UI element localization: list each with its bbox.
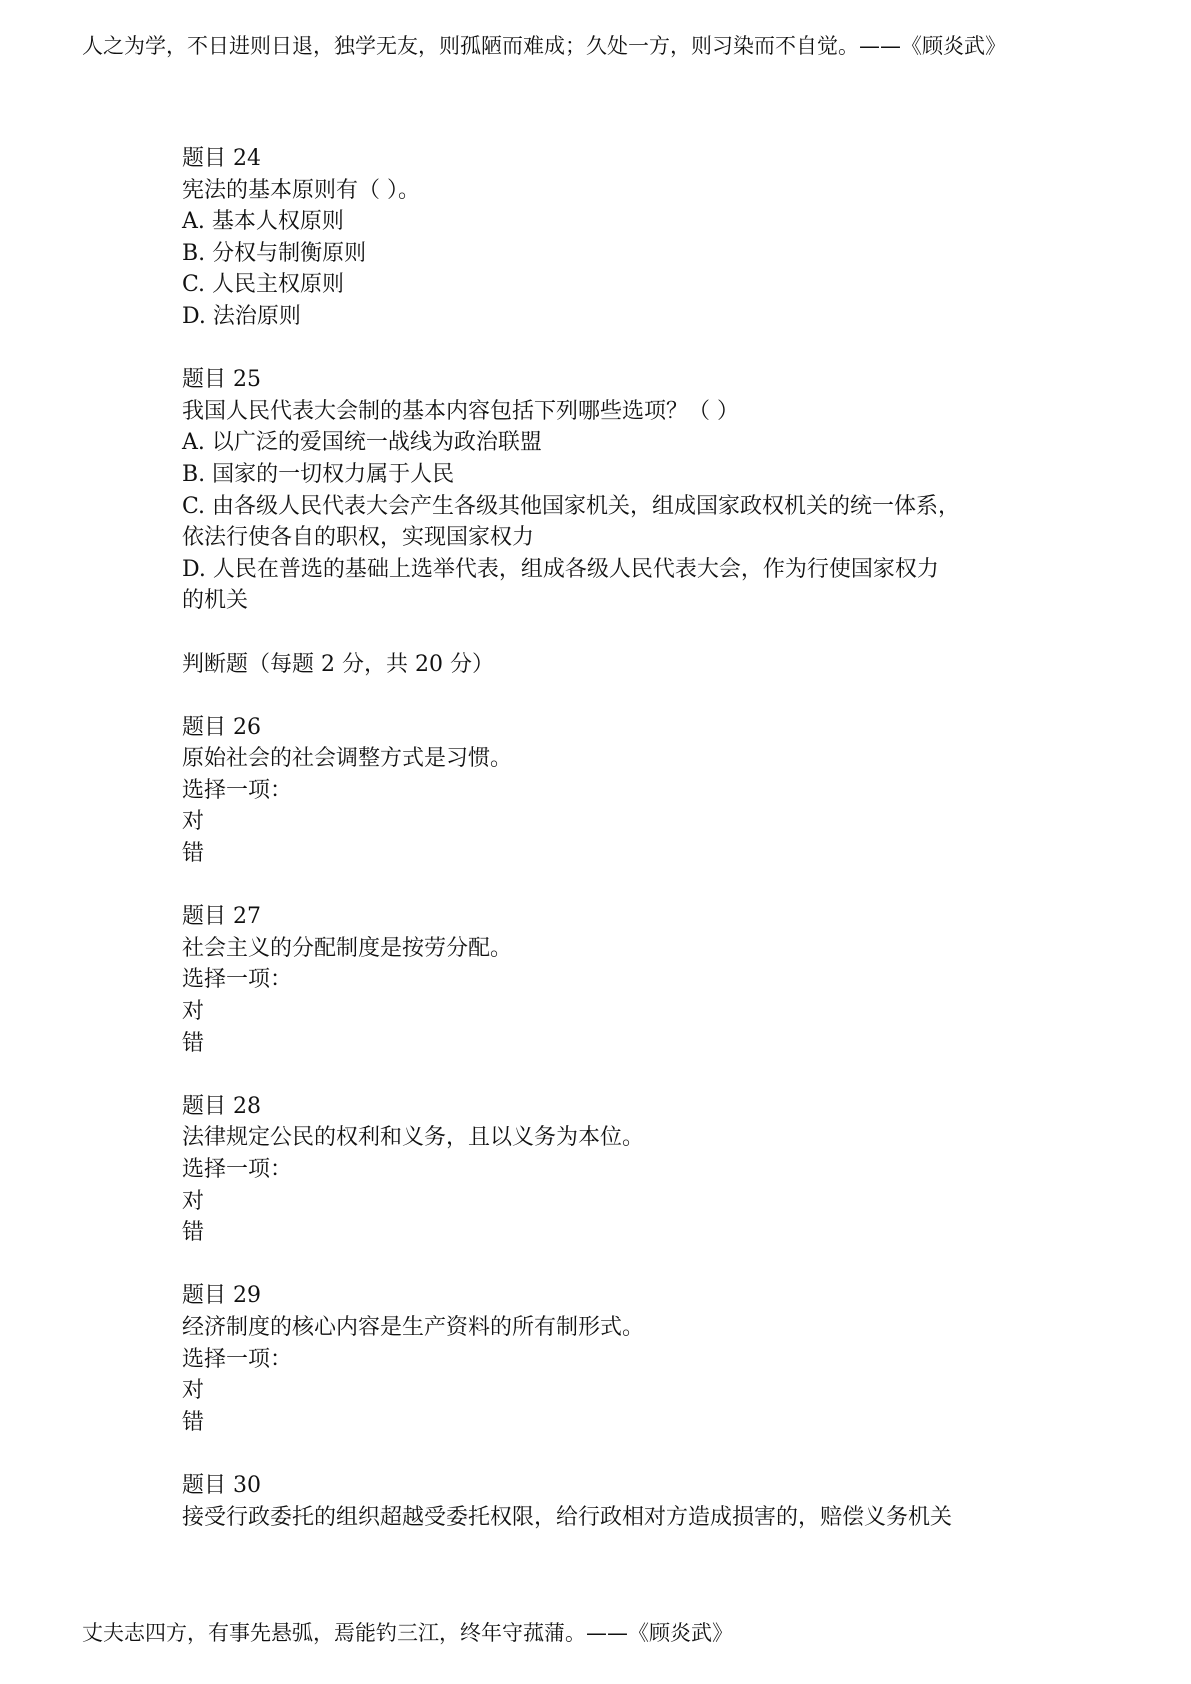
question-title: 题目 28 [182, 1093, 261, 1119]
option-c: C. 人民主权原则 [182, 272, 345, 298]
question-title: 题目 25 [182, 367, 261, 393]
question-26 [182, 712, 1032, 870]
question-prompt: 原始社会的社会调整方式是习惯。 [182, 746, 513, 772]
option-true: 对 [182, 1378, 205, 1404]
question-29 [182, 1280, 1032, 1438]
question-title: 题目 27 [182, 904, 261, 930]
header-quote: 人之为学，不日进则日退，独学无友，则孤陋而难成；久处一方，则习染而不自觉。——《顾炎武》 [82, 34, 1006, 58]
question-prompt: 接受行政委托的组织超越受委托权限，给行政相对方造成损害的，赔偿义务机关 [182, 1504, 953, 1530]
question-prompt: 经济制度的核心内容是生产资料的所有制形式。 [182, 1314, 645, 1340]
question-title: 题目 24 [182, 146, 261, 171]
footer-quote: 丈夫志四方，有事先悬弧，焉能钓三江，终年守菰蒲。——《顾炎武》 [82, 1621, 733, 1645]
option-false: 错 [182, 841, 205, 867]
option-false: 错 [182, 1030, 205, 1056]
question-24 [182, 143, 1032, 333]
question-30 [182, 1470, 1032, 1533]
option-true: 对 [182, 999, 205, 1025]
question-title: 题目 29 [182, 1283, 261, 1309]
question-27 [182, 901, 1032, 1059]
document-body [182, 143, 1032, 1533]
question-prompt: 法律规定公民的权利和义务，且以义务为本位。 [182, 1125, 645, 1151]
question-28 [182, 1091, 1032, 1249]
option-a: A. 基本人权原则 [182, 209, 344, 235]
option-a: A. 以广泛的爱国统一战线为政治联盟 [182, 430, 542, 456]
choose-label: 选择一项： [182, 1346, 293, 1372]
option-b: B. 分权与制衡原则 [182, 240, 367, 266]
option-d-continued: 的机关 [182, 588, 249, 614]
option-d: D. 法治原则 [182, 303, 301, 329]
question-title: 题目 26 [182, 714, 261, 740]
option-b: B. 国家的一切权力属于人民 [182, 461, 455, 487]
option-false: 错 [182, 1220, 205, 1246]
option-c: C. 由各级人民代表大会产生各级其他国家机关，组成国家政权机关的统一体系， [182, 493, 961, 519]
question-prompt: 我国人民代表大会制的基本内容包括下列哪些选项？（ ） [182, 398, 739, 424]
choose-label: 选择一项： [182, 1157, 293, 1182]
option-d: D. 人民在普选的基础上选举代表，组成各级人民代表大会，作为行使国家权力 [182, 556, 939, 582]
choose-label: 选择一项： [182, 967, 293, 993]
option-c-continued: 依法行使各自的职权，实现国家权力 [182, 525, 535, 551]
question-title: 题目 30 [182, 1472, 261, 1498]
option-false: 错 [182, 1409, 205, 1435]
question-prompt: 社会主义的分配制度是按劳分配。 [182, 935, 513, 961]
section-heading: 判断题（每题 2 分，共 20 分） [182, 651, 494, 677]
question-25 [182, 364, 1032, 617]
choose-label: 选择一项： [182, 777, 293, 803]
option-true: 对 [182, 809, 205, 835]
option-true: 对 [182, 1188, 205, 1214]
question-prompt: 宪法的基本原则有（ ）。 [182, 177, 420, 203]
